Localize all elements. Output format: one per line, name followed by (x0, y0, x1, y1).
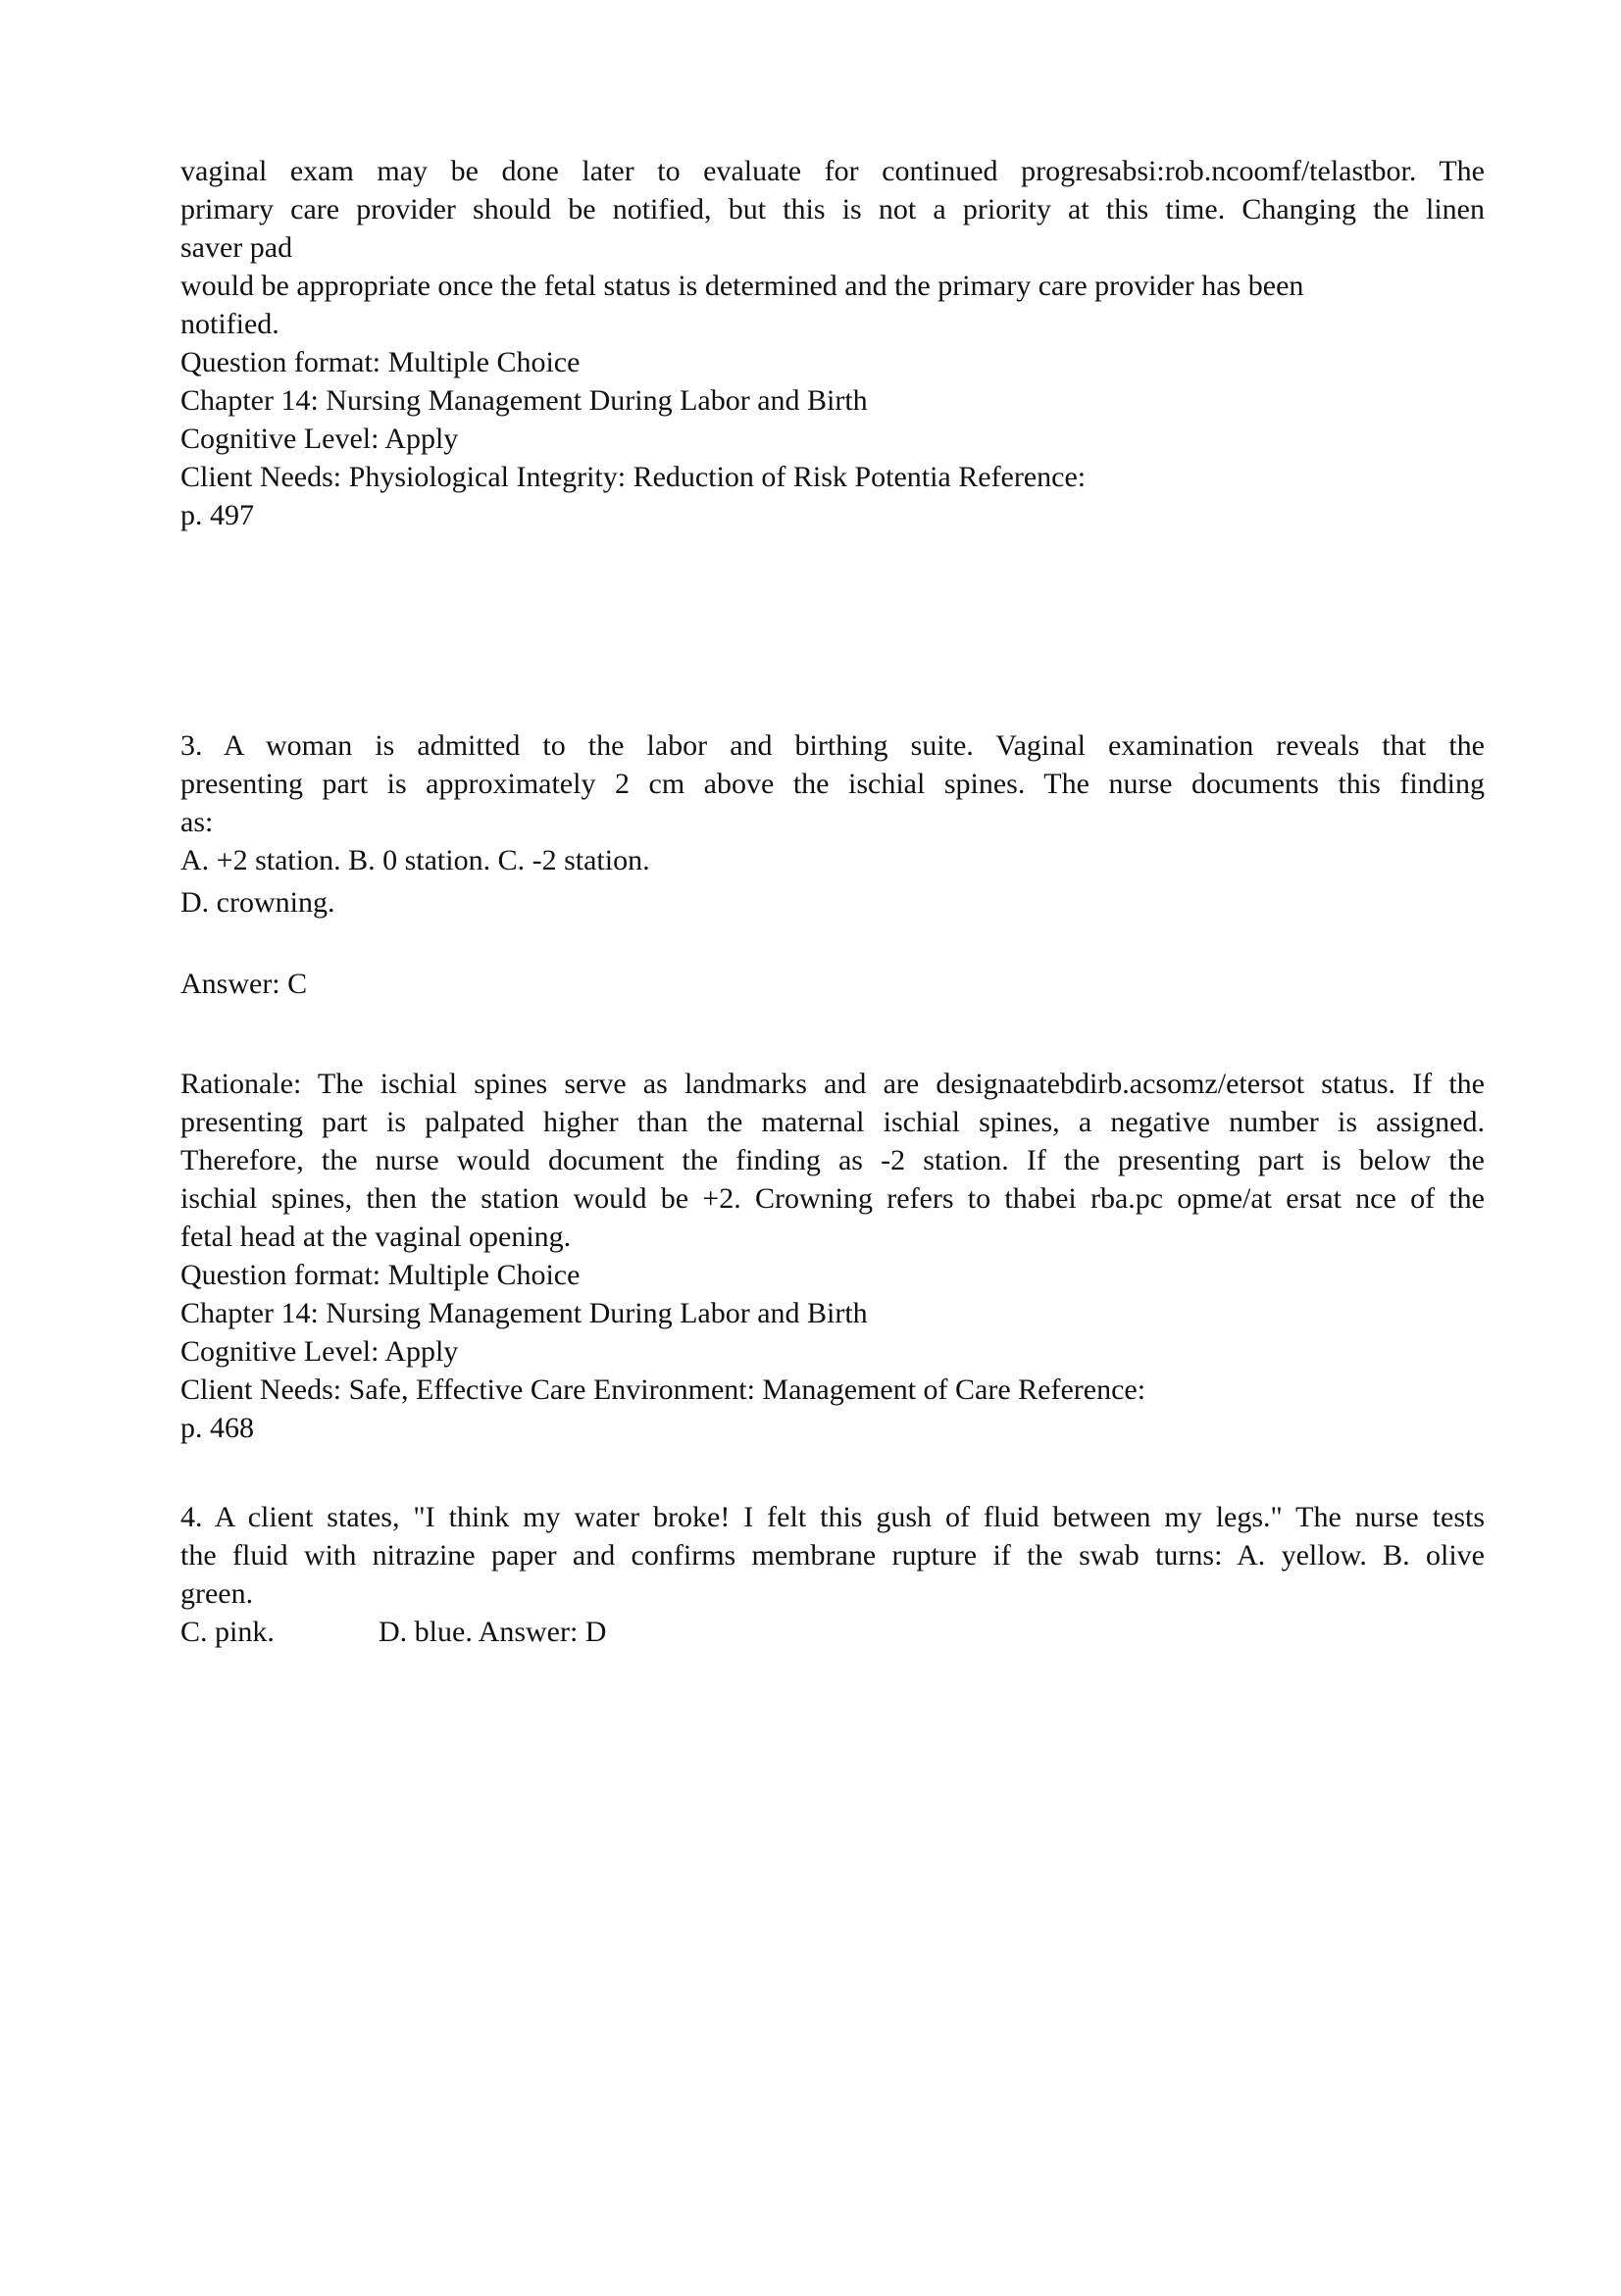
options: D. crowning. (180, 886, 335, 919)
page-reference: p. 468 (180, 1412, 254, 1444)
cognitive-level: Cognitive Level: Apply (180, 423, 459, 455)
text-line: would be appropriate once the fetal status is determined and the primary care provider has been (180, 270, 1304, 302)
rationale-line: Rationale: The ischial spines serve as landmarks and are designaatebdirb.acsomz/etersot status. If the (180, 1068, 1485, 1100)
rationale-line: ischial spines, then the station would be +2. Crowning refers to thabei rba.pc opme/at ersat nce of the (180, 1182, 1485, 1215)
answer: Answer: C (180, 968, 308, 1000)
question-stem: 3. A woman is admitted to the labor and birthing suite. Vaginal examination reveals that the (180, 729, 1485, 762)
question-stem: green. (180, 1577, 254, 1610)
previous-question-rationale (180, 152, 1485, 534)
text-line: vaginal exam may be done later to evaluate for continued progresabsi:rob.ncoomf/telastbor. The (180, 155, 1485, 187)
text-line: primary care provider should be notified, but this is not a priority at this time. Changing the linen (180, 193, 1485, 225)
rationale-3 (180, 1065, 1485, 1447)
chapter: Chapter 14: Nursing Management During Labor and Birth (180, 384, 868, 417)
client-needs: Client Needs: Safe, Effective Care Environment: Management of Care Reference: (180, 1373, 1146, 1406)
rationale-line: presenting part is palpated higher than the maternal ischial spines, a negative number is assigned. (180, 1106, 1485, 1138)
question-format: Question format: Multiple Choice (180, 1259, 581, 1291)
options (180, 1613, 1485, 1651)
question-3 (180, 726, 1485, 922)
option-c: C. pink. (180, 1616, 275, 1648)
rationale-line: fetal head at the vaginal opening. (180, 1221, 572, 1253)
rationale-line: Therefore, the nurse would document the finding as -2 station. If the presenting part is below the (180, 1144, 1485, 1176)
question-stem: 4. A client states, "I think my water broke! I felt this gush of fluid between my legs." The nurse tests (180, 1501, 1485, 1533)
question-format: Question format: Multiple Choice (180, 346, 581, 378)
page-reference: p. 497 (180, 499, 254, 531)
option-d-answer: D. blue. Answer: D (379, 1616, 607, 1648)
text-line: notified. (180, 308, 279, 340)
client-needs: Client Needs: Physiological Integrity: Reduction of Risk Potentia Reference: (180, 461, 1087, 493)
text-line: saver pad (180, 231, 293, 264)
question-stem: as: (180, 806, 214, 838)
answer-3 (180, 965, 1485, 1003)
cognitive-level: Cognitive Level: Apply (180, 1335, 459, 1368)
chapter: Chapter 14: Nursing Management During Labor and Birth (180, 1297, 868, 1329)
options: A. +2 station. B. 0 station. C. -2 station. (180, 844, 650, 876)
question-4 (180, 1498, 1485, 1651)
question-stem: the fluid with nitrazine paper and confirms membrane rupture if the swab turns: A. yellow. B. olive (180, 1539, 1485, 1572)
question-stem: presenting part is approximately 2 cm above the ischial spines. The nurse documents this finding (180, 768, 1485, 800)
